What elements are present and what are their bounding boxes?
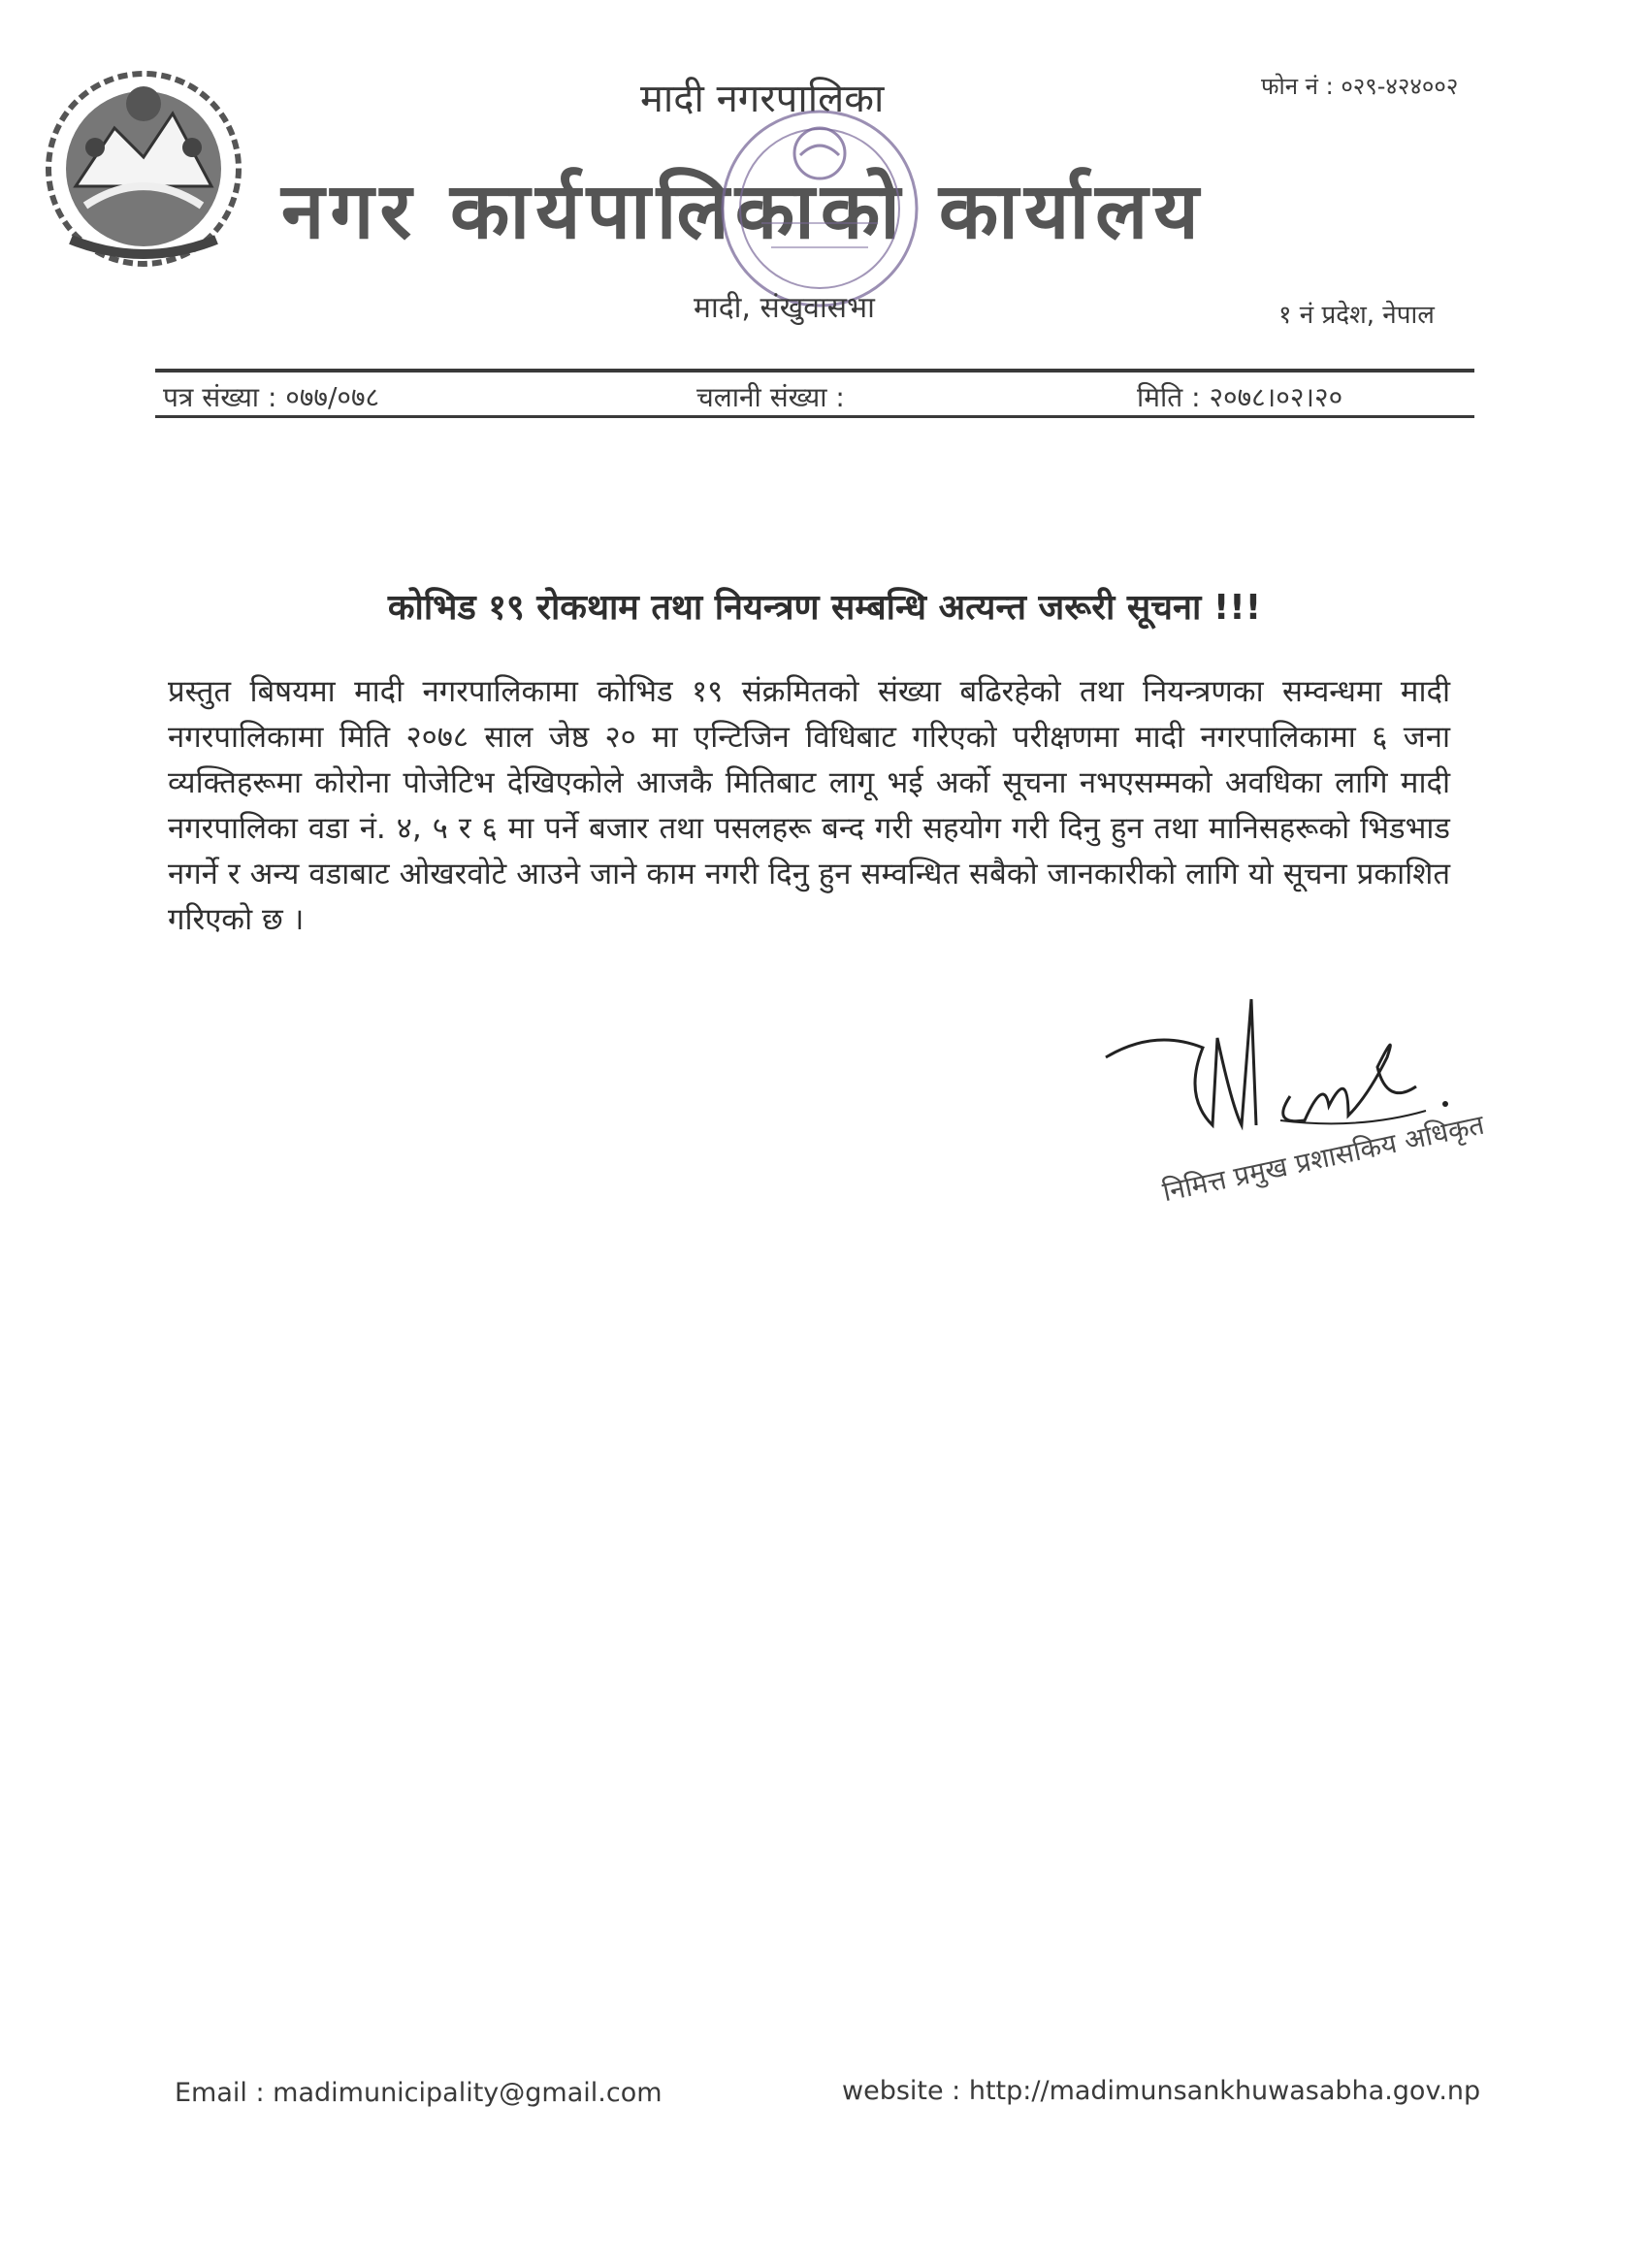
municipality-name: मादी नगरपालिका xyxy=(640,77,885,121)
notice-subject: कोभिड १९ रोकथाम तथा नियन्त्रण सम्बन्धि अत्यन्त जरूरी सूचना !!! xyxy=(387,588,1262,628)
header-divider-top xyxy=(155,369,1474,373)
letter-date: मिति : २०७८।०२।२० xyxy=(1137,381,1343,413)
nepal-emblem-icon xyxy=(37,60,250,283)
letter-number: पत्र संख्या : ०७७/०७८ xyxy=(163,381,380,413)
office-title: नगर कार्यपालिकाको कार्यालय xyxy=(281,166,1205,256)
header-divider-bottom xyxy=(155,415,1474,418)
notice-body: प्रस्तुत बिषयमा मादी नगरपालिकामा कोभिड १९ संक्रमितको संख्या बढिरहेको तथा नियन्त्रणका सम्वन्धमा मादी नगरपालिकामा मिति २०७८ साल जेष्ठ २० मा एन्टिजिन विधिबाट गरिएको परीक्षणमा मादी नगरपालिकामा ६ जना व्यक्तिहरूमा कोरोना पोजेटिभ देखिएकोले आजकै मितिबाट लागू भई अर्को सूचना नभएसम्मको अवधिका लागि मादी नगरपालिका वडा नं. ४, ५ र ६ मा पर्ने बजार तथा पसलहरू बन्द गरी सहयोग गरी दिनु हुन तथा मानिसहरूको भिडभाड नगर्ने र अन्य वडाबाट ओखरवोटे आउने जाने काम नगरी दिनु हुन सम्वन्धित सबैको जानकारीको लागि यो सूचना प्रकाशित गरिएको छ । xyxy=(168,674,1450,937)
province: १ नं प्रदेश, नेपाल xyxy=(1278,301,1435,330)
phone-number: फोन नं : ०२९-४२४००२ xyxy=(1261,73,1459,100)
footer-email: Email : madimunicipality@gmail.com xyxy=(175,2078,663,2108)
office-address: मादी, संखुवासभा xyxy=(694,291,875,325)
footer-website: website : http://madimunsankhuwasabha.gov.np xyxy=(842,2076,1481,2106)
signatory-title: निमित्त प्रमुख प्रशासकिय अधिकृत xyxy=(1159,1108,1488,1209)
dispatch-number: चलानी संख्या : xyxy=(696,381,845,413)
